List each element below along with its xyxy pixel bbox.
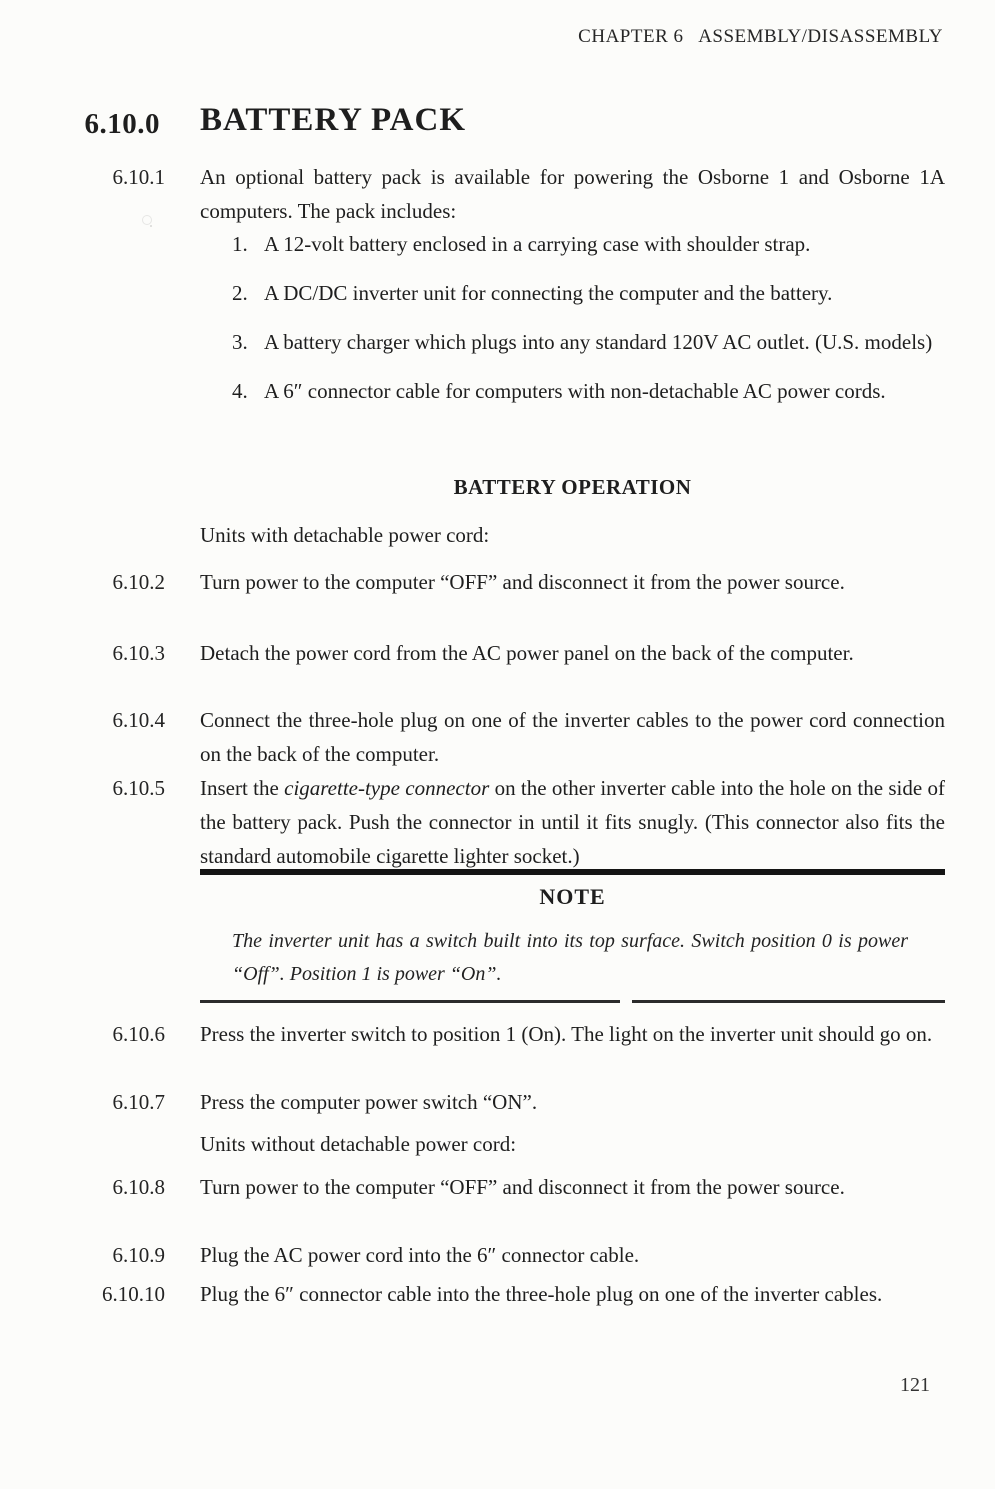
lead-in-non-detachable: Units without detachable power cord: (200, 1132, 517, 1156)
paragraph-text: An optional battery pack is available for powering the Osborne 1 and Osborne 1A computers. The pack includes: (200, 165, 945, 223)
step-text: Turn power to the computer “OFF” and disconnect it from the power source. (200, 1175, 845, 1199)
list-item (232, 228, 945, 260)
list-item-number: 3. (232, 330, 248, 354)
step-number: 6.10.5 (112, 776, 165, 800)
lead-in-detachable: Units with detachable power cord: (200, 523, 490, 547)
list-item-text: A battery charger which plugs into any standard 120V AC outlet. (U.S. models) (264, 330, 933, 354)
list-item-text: A 6″ connector cable for computers with non-detachable AC power cords. (264, 379, 886, 403)
section-number: 6.10.0 (84, 108, 160, 140)
step-text-suffix: on the other inverter cable into the hole on the side of the battery pack. Push the connector in until it fits snugly. (This connector also fits the standard automobile cigarette lighter socket.) (200, 776, 945, 868)
step-number: 6.10.7 (112, 1090, 165, 1114)
pack-contents-list (232, 228, 945, 424)
list-item-text: A DC/DC inverter unit for connecting the computer and the battery. (264, 281, 833, 305)
step-number: 6.10.2 (112, 570, 165, 594)
scan-artifact (143, 216, 151, 224)
step-text: Plug the AC power cord into the 6″ connector cable. (200, 1243, 640, 1267)
list-item (232, 326, 945, 358)
divider-thick-rule (200, 869, 945, 875)
running-header: CHAPTER 6 ASSEMBLY/DISASSEMBLY (578, 26, 943, 47)
step-number: 6.10.3 (112, 641, 165, 665)
step-number: 6.10.4 (112, 708, 165, 732)
step-number: 6.10.8 (112, 1175, 165, 1199)
list-item-number: 1. (232, 232, 248, 256)
list-item (232, 277, 945, 309)
step-number: 6.10.6 (112, 1022, 165, 1046)
step-number: 6.10.9 (112, 1243, 165, 1267)
list-item-text: A 12-volt battery enclosed in a carrying case with shoulder strap. (264, 232, 811, 256)
divider-thin-rule-left (200, 1000, 620, 1003)
step-number: 6.10.10 (102, 1282, 165, 1306)
step-text: Plug the 6″ connector cable into the three-hole plug on one of the inverter cables. (200, 1282, 883, 1306)
note-text: The inverter unit has a switch built into its top surface. Switch position 0 is power “Off”. Position 1 is power “On”. (232, 930, 908, 985)
list-item-number: 4. (232, 379, 248, 403)
page-number: 121 (900, 1374, 930, 1396)
section-title: BATTERY PACK (200, 102, 466, 138)
step-text-italic-phrase: cigarette-type connector (284, 776, 490, 800)
list-item (232, 375, 945, 407)
step-text: Press the inverter switch to position 1 (On). The light on the inverter unit should go on. (200, 1022, 933, 1046)
note-heading: NOTE (539, 884, 606, 909)
step-text: Press the computer power switch “ON”. (200, 1090, 538, 1114)
paragraph-number: 6.10.1 (112, 165, 165, 189)
step-text: Connect the three-hole plug on one of the inverter cables to the power cord connection on the back of the computer. (200, 708, 945, 766)
step-text-prefix: Insert the (200, 776, 285, 800)
step-text: Turn power to the computer “OFF” and disconnect it from the power source. (200, 570, 845, 594)
step-text: Detach the power cord from the AC power panel on the back of the computer. (200, 641, 854, 665)
list-item-number: 2. (232, 281, 248, 305)
step-text (200, 771, 945, 873)
divider-thin-rule-right (632, 1000, 945, 1003)
battery-operation-heading: BATTERY OPERATION (453, 475, 692, 499)
